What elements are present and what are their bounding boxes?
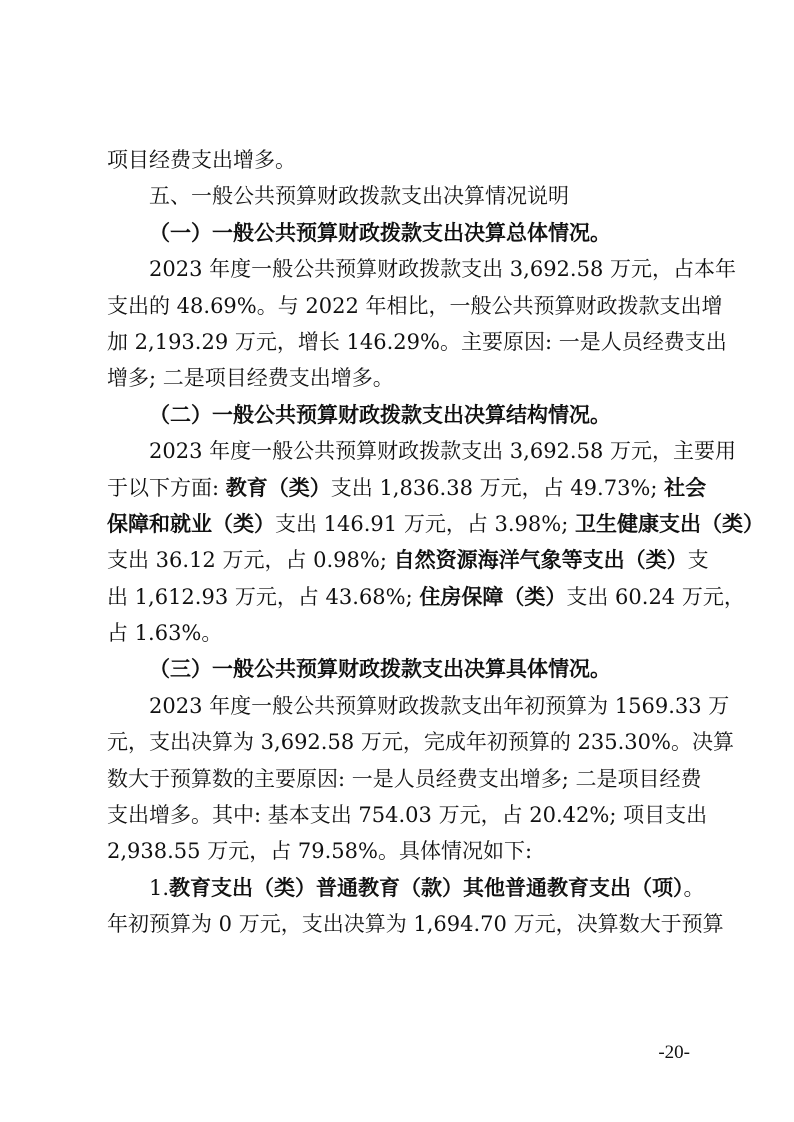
subsection-heading: （二）一般公共预算财政拨款支出决算结构情况。 (149, 401, 611, 427)
text-run: 。 (683, 875, 705, 900)
paragraph-line: 2023 年度一般公共预算财政拨款支出 3,692.58 万元，主要用 (149, 439, 736, 464)
paragraph-line: 元，支出决算为 3,692.58 万元，完成年初预算的 235.30%。决算 (107, 730, 734, 755)
text-run: 出 1,612.93 万元，占 43.68%; (107, 584, 420, 609)
bold-category: 住房保障（类） (419, 583, 567, 609)
paragraph-line (107, 579, 745, 615)
paragraph-line: 支出增多。其中: 基本支出 754.03 万元，占 20.42%; 项目支出 (107, 803, 708, 828)
text-run: 支出 146.91 万元，占 3.98%; (275, 511, 575, 536)
bold-category: 教育（类） (225, 474, 331, 500)
subsection-heading: （一）一般公共预算财政拨款支出决算总体情况。 (149, 219, 611, 245)
page-number: -20- (658, 1042, 690, 1063)
bold-category: 保障和就业（类） (107, 510, 275, 536)
bold-category: 自然资源海洋气象等支出（类） (393, 547, 688, 573)
list-item (107, 870, 705, 906)
paragraph-line: 年初预算为 0 万元，支出决算为 1,694.70 万元，决算数大于预算 (107, 912, 724, 937)
text-run: 支出 60.24 万元， (566, 584, 745, 609)
paragraph-line: 2,938.55 万元，占 79.58%。具体情况如下: (107, 839, 533, 864)
text-line: 项目经费支出增多。 (107, 148, 296, 172)
paragraph-line: 数大于预算数的主要原因: 一是人员经费支出增多; 二是项目经费 (107, 766, 702, 791)
bold-category: 教育支出（类）普通教育（款）其他普通教育支出（项） (169, 874, 684, 900)
bold-category: 卫生健康支出（类） (574, 510, 764, 536)
text-run: 支出 36.12 万元，占 0.98%; (107, 548, 394, 573)
text-run: 支出 1,836.38 万元，占 49.73%; (330, 475, 665, 500)
paragraph-line: 2023 年度一般公共预算财政拨款支出年初预算为 1569.33 万 (149, 693, 730, 718)
text-run: 于以下方面: (107, 475, 226, 500)
item-number: 1. (149, 875, 170, 900)
section-heading: 五、一般公共预算财政拨款支出决算情况说明 (149, 184, 569, 209)
paragraph-line: 增多; 二是项目经费支出增多。 (107, 366, 394, 391)
paragraph-line: 支出的 48.69%。与 2022 年相比，一般公共预算财政拨款支出增 (107, 293, 723, 318)
paragraph-line (107, 506, 764, 542)
paragraph-line (107, 542, 709, 578)
paragraph-line: 占 1.63%。 (107, 621, 223, 646)
body-text (107, 142, 764, 943)
text-run: 支 (687, 548, 709, 573)
paragraph-line: 2023 年度一般公共预算财政拨款支出 3,692.58 万元，占本年 (149, 257, 736, 282)
paragraph-line: 加 2,193.29 万元，增长 146.29%。主要原因: 一是人员经费支出 (107, 329, 727, 354)
bold-category: 社会 (664, 474, 707, 500)
subsection-heading: （三）一般公共预算财政拨款支出决算具体情况。 (149, 656, 611, 682)
paragraph-line (107, 470, 707, 506)
